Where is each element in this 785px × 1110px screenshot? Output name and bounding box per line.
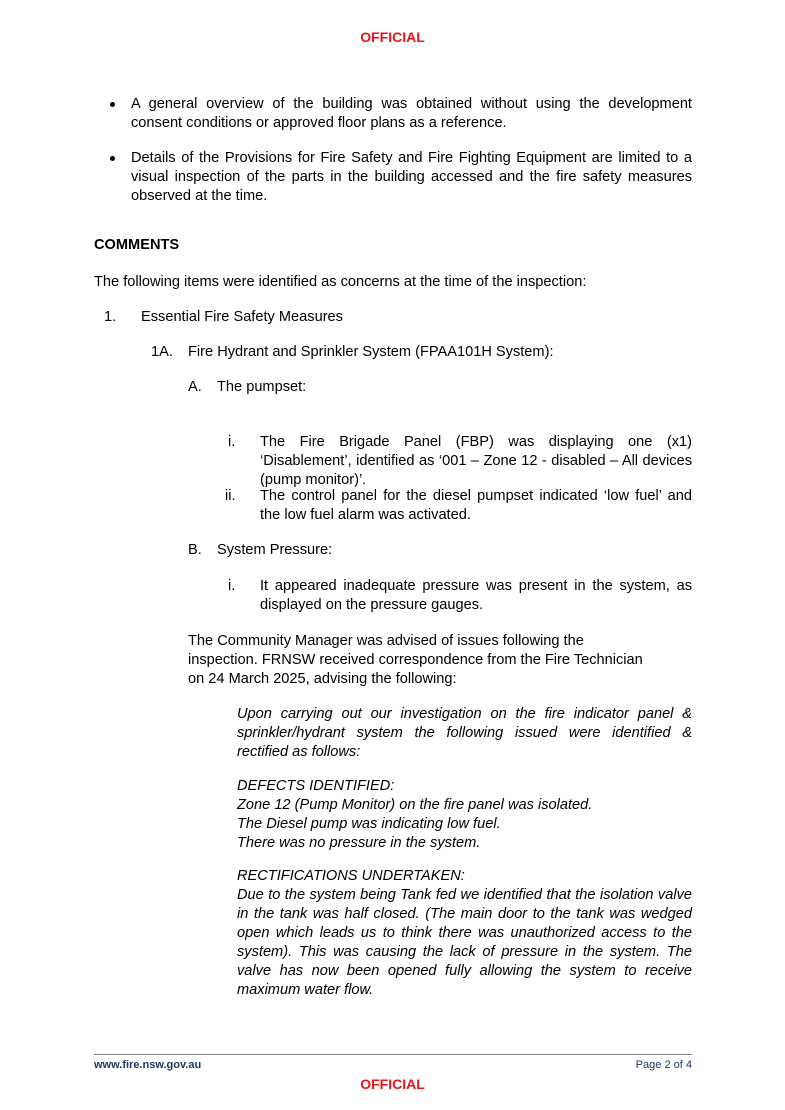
rectifications-text: Due to the system being Tank fed we identified that the isolation valve in the tank was half closed. (The main door to the tank was wedged open which leads us to think there was unauthorized access to the system). This was causing the lack of pressure in the system. The valve has now been opened fully allowing the system to receive maximum water flow. <box>237 887 692 998</box>
point-text: The Fire Brigade Panel (FBP) was displaying one (x1) ‘Disablement’, identified as ‘001 – Zone 12 - disabled – All devices (pump monitor)’. <box>260 434 692 488</box>
section-title: System Pressure: <box>217 542 333 558</box>
point-number: i. <box>228 434 236 450</box>
footer-page-number: Page 2 of 4 <box>635 1059 692 1071</box>
rectifications-heading: RECTIFICATIONS UNDERTAKEN: <box>237 868 465 884</box>
bullet-item: A general overview of the building was obtained without using the development consent conditions or approved floor plans as a reference. <box>131 96 692 131</box>
advice-line: on 24 March 2025, advising the following: <box>188 671 457 687</box>
classification-footer: OFFICIAL <box>360 1076 425 1092</box>
subitem-title: Fire Hydrant and Sprinkler System (FPAA101H System): <box>188 344 554 360</box>
section-heading: COMMENTS <box>94 237 180 253</box>
point-number: ii. <box>225 488 236 504</box>
item-number: 1. <box>104 309 117 325</box>
intro-text: The following items were identified as concerns at the time of the inspection: <box>94 274 587 290</box>
bullet-marker <box>110 156 115 161</box>
advice-paragraph <box>188 632 692 689</box>
defect-item: Zone 12 (Pump Monitor) on the fire panel was isolated. <box>237 797 593 813</box>
section-letter: B. <box>188 542 202 558</box>
point-text: It appeared inadequate pressure was present in the system, as displayed on the pressure gauges. <box>260 578 692 613</box>
footer-divider <box>94 1054 692 1055</box>
section-letter: A. <box>188 379 202 395</box>
classification-header: OFFICIAL <box>360 29 425 45</box>
point-text: The control panel for the diesel pumpset indicated ‘low fuel’ and the low fuel alarm was activated. <box>260 488 692 523</box>
item-title: Essential Fire Safety Measures <box>141 309 343 325</box>
advice-line: inspection. FRNSW received correspondence from the Fire Technician <box>188 652 643 668</box>
advice-line: The Community Manager was advised of issues following the <box>188 633 584 649</box>
section-title: The pumpset: <box>217 379 307 395</box>
defect-item: There was no pressure in the system. <box>237 835 481 851</box>
bullet-marker <box>110 102 115 107</box>
point-number: i. <box>228 578 236 594</box>
quote-intro: Upon carrying out our investigation on the fire indicator panel & sprinkler/hydrant system the following issued were identified & rectified as follows: <box>237 706 692 760</box>
defects-block <box>237 777 692 853</box>
defects-heading: DEFECTS IDENTIFIED: <box>237 778 395 794</box>
defect-item: The Diesel pump was indicating low fuel. <box>237 816 501 832</box>
bullet-item: Details of the Provisions for Fire Safety and Fire Fighting Equipment are limited to a visual inspection of the parts in the building accessed and the fire safety measures observed at the time. <box>131 150 692 204</box>
footer-website-link[interactable]: www.fire.nsw.gov.au <box>94 1059 202 1071</box>
subitem-number: 1A. <box>151 344 173 360</box>
